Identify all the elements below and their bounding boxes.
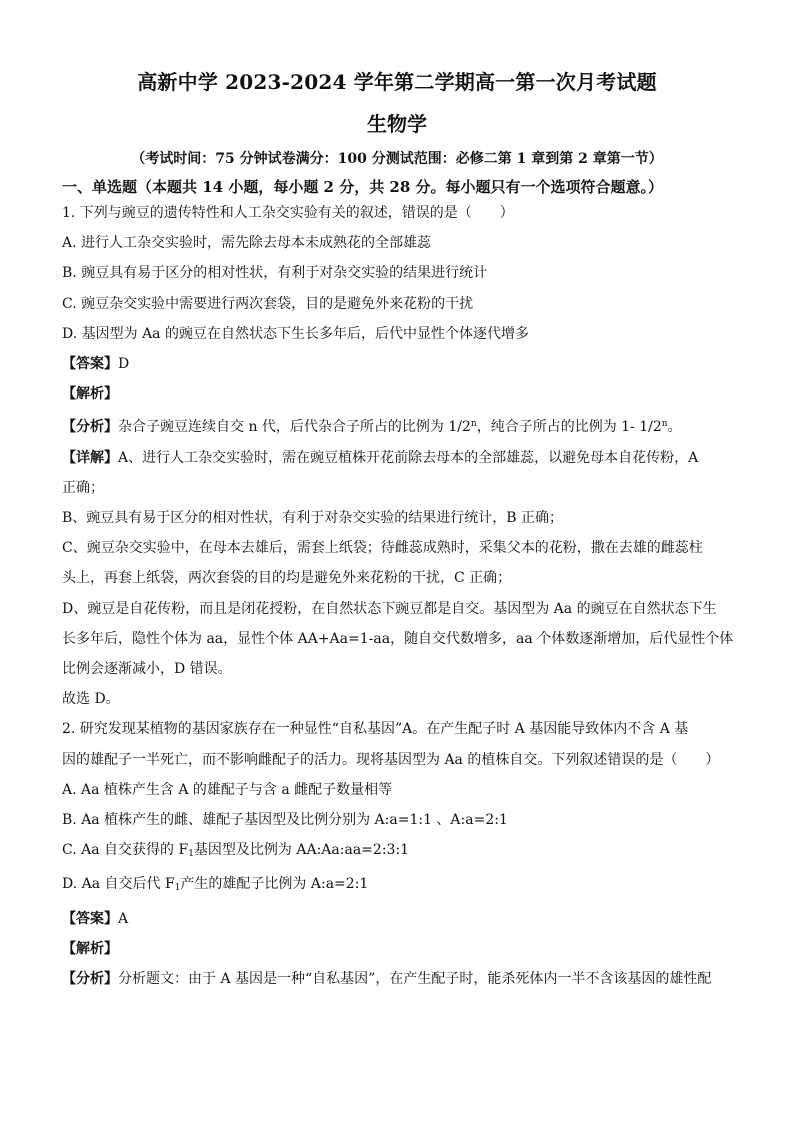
detail-line	[62, 443, 732, 473]
answer-value: A	[118, 910, 129, 927]
page-title: 高新中学 2023-2024 学年第二学期高一第一次月考试题	[137, 70, 657, 94]
question-1	[62, 198, 732, 714]
answer-tag: 【答案】	[62, 356, 118, 373]
fenxi-text: 分析题文：由于 A 基因是一种“自私基因”，在产生配子时，能杀死体内一半不含该基因的雄性配	[118, 971, 712, 988]
section-heading: 一、单选题（本题共 14 小题，每小题 2 分，共 28 分。每小题只有一个选项符合题意。）	[62, 178, 664, 196]
answer-value: D	[118, 356, 130, 373]
question-2	[62, 714, 732, 994]
question-stem: 2. 研究发现某植物的基因家族存在一种显性“自私基因”A。在产生配子时 A 基因能导致体内不含 A 基	[62, 721, 689, 738]
detail-line: 比例会逐渐减小，D 错误。	[62, 661, 232, 678]
detail-line: 长多年后，隐性个体为 aa，显性个体 AA+Aa=1-aa，随自交代数增多，aa 个体数逐渐增加，后代显性个体	[62, 630, 734, 647]
detail-tag: 【详解】	[62, 449, 118, 466]
analysis-tag: 【解析】	[62, 386, 118, 403]
analysis-tag: 【解析】	[62, 940, 118, 957]
subscript: 1	[188, 849, 194, 860]
detail-line: 头上，再套上纸袋，两次套袋的目的均是避免外来花粉的干扰，C 正确；	[62, 570, 512, 587]
analysis-line	[62, 934, 732, 964]
option-c-text-rest: 基因型及比例为 AA:Aa:aa=2:3:1	[193, 842, 410, 859]
detail-line: C、豌豆杂交实验中，在母本去雄后，需套上纸袋；待雌蕊成熟时，采集父本的花粉，撒在去雄的雌蕊柱	[62, 540, 703, 557]
analysis-line	[62, 379, 732, 409]
question-stem: 因的雄配子一半死亡，而不影响雌配子的活力。现将基因型为 Aa 的植株自交。下列叙述错误的是（ ）	[62, 751, 720, 768]
answer-line	[62, 904, 732, 934]
option-a: A. 进行人工杂交实验时，需先除去母本未成熟花的全部雄蕊	[62, 235, 432, 252]
option-a: A. Aa 植株产生含 A 的雄配子与含 a 雌配子数量相等	[62, 781, 393, 798]
question-stem: 1. 下列与豌豆的遗传特性和人工杂交实验有关的叙述，错误的是（ ）	[62, 205, 514, 221]
detail-line: 正确；	[62, 479, 104, 496]
fenxi-text-c: 。	[667, 419, 682, 436]
exam-info: （考试时间：75 分钟试卷满分：100 分测试范围：必修二第 1 章到第 2 章第一节）	[131, 151, 663, 167]
option-d	[62, 869, 732, 903]
option-c-text: C. Aa 自交获得的 F	[62, 842, 189, 859]
subject-title: 生物学	[367, 112, 427, 136]
option-c: C. 豌豆杂交实验中需要进行两次套袋，目的是避免外来花粉的干扰	[62, 295, 474, 312]
option-b: B. 豌豆具有易于区分的相对性状，有利于对杂交实验的结果进行统计	[62, 265, 488, 282]
fenxi-tag: 【分析】	[62, 419, 118, 436]
fenxi-text-a: 杂合子豌豆连续自交 n 代，后代杂合子所占的比例为 1/2	[118, 419, 471, 436]
option-c	[62, 835, 732, 869]
subscript: 1	[174, 883, 181, 894]
answer-line	[62, 349, 732, 379]
conclusion-line: 故选 D。	[62, 691, 120, 708]
answer-tag: 【答案】	[62, 910, 118, 927]
detail-text: A、进行人工杂交实验时，需在豌豆植株开花前除去母本的全部雄蕊，以避免母本自花传粉，A	[118, 449, 699, 466]
option-d: D. 基因型为 Aa 的豌豆在自然状态下生长多年后，后代中显性个体逐代增多	[62, 325, 529, 342]
fenxi-exponent-2: n	[661, 419, 668, 430]
fenxi-exponent-1: n	[470, 419, 477, 430]
detail-line: D、豌豆是自花传粉，而且是闭花授粉，在自然状态下豌豆都是自交。基因型为 Aa 的豌豆在自然状态下生	[62, 600, 717, 617]
fenxi-line	[62, 409, 732, 442]
fenxi-text-b: ，纯合子所占的比例为 1- 1/2	[476, 419, 662, 436]
option-b: B. Aa 植株产生的雌、雄配子基因型及比例分别为 A:a=1:1 、A:a=2:1	[62, 812, 508, 829]
fenxi-line	[62, 964, 732, 994]
option-d-text-rest: 产生的雄配子比例为 A:a=2:1	[180, 876, 369, 893]
fenxi-tag: 【分析】	[62, 971, 118, 988]
detail-line: B、豌豆具有易于区分的相对性状，有利于对杂交实验的结果进行统计，B 正确；	[62, 510, 564, 527]
option-d-text: D. Aa 自交后代 F	[62, 876, 175, 893]
